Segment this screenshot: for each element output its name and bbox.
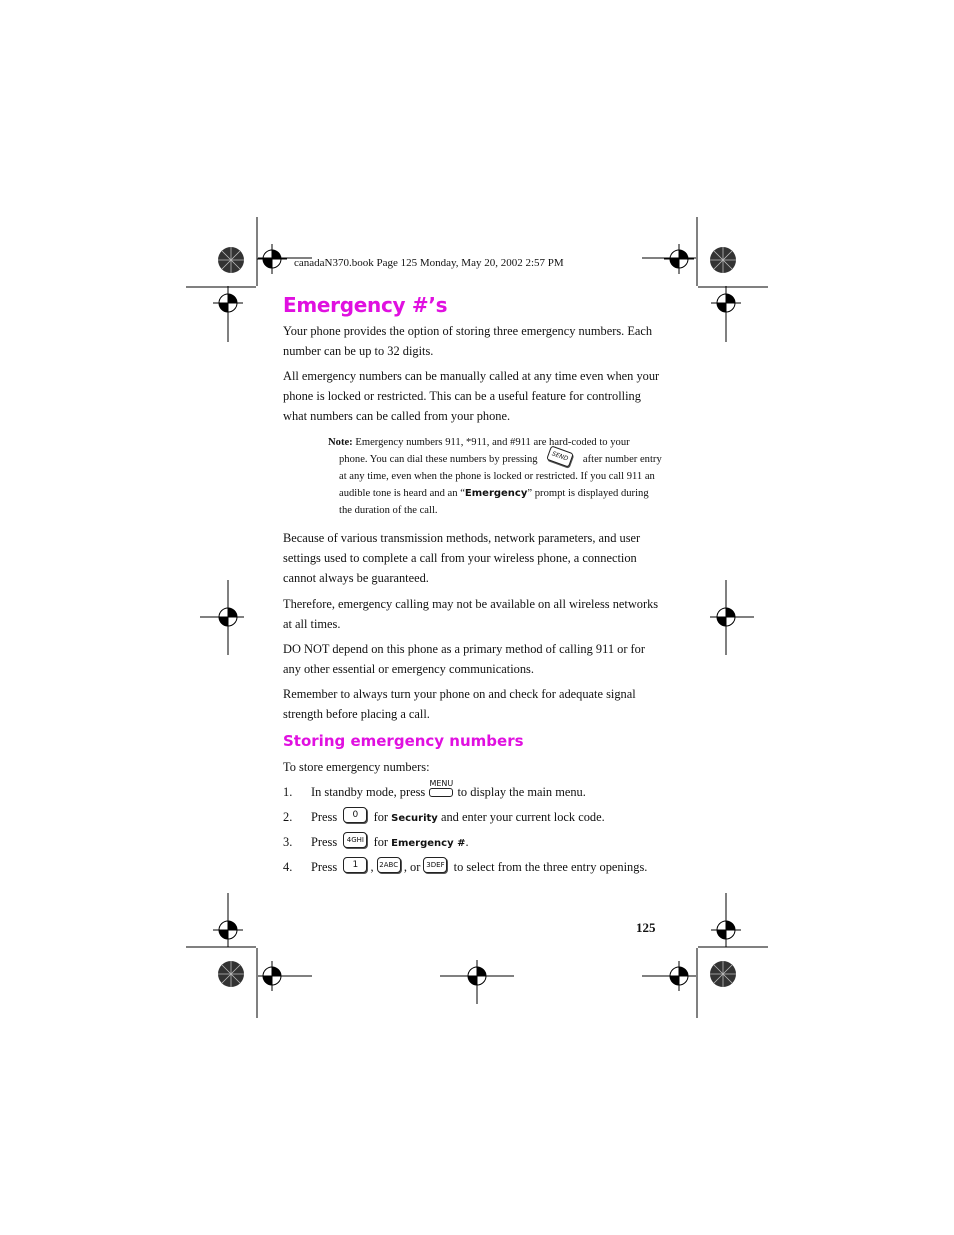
key-1-icon: 1 — [343, 857, 367, 873]
step-text: for — [373, 835, 389, 849]
note-label: Note: — [328, 437, 353, 448]
step-number: 3. — [283, 835, 293, 849]
note-line — [328, 451, 664, 468]
step-number: 1. — [283, 785, 293, 799]
step-text: and enter your current lock code. — [440, 810, 605, 824]
note-text: audible tone is heard and an “ — [339, 488, 465, 499]
note-block — [328, 434, 664, 519]
paragraph: Remember to always turn your phone on and check for adequate signal strength before placing a call. — [283, 687, 636, 722]
menu-option-label: Emergency # — [391, 838, 466, 849]
step-text: Press — [311, 810, 338, 824]
paragraph: All emergency numbers can be manually called at any time even when your phone is locked or restricted. This can be a useful feature for controlling what numbers can be called from your phone. — [283, 369, 660, 424]
emergency-prompt-text: Emergency — [464, 488, 528, 499]
step-text: to select from the three entry openings. — [453, 860, 648, 874]
key-2-icon: 2ABC — [377, 857, 401, 873]
steps-intro: To store emergency numbers: — [283, 760, 430, 774]
step-text: to display the main menu. — [457, 785, 586, 799]
note-line — [328, 434, 664, 451]
paragraph: Therefore, emergency calling may not be available on all wireless networks at all times. — [283, 597, 659, 632]
step-text: Press — [311, 835, 338, 849]
send-key-label: SEND — [546, 445, 574, 467]
step-text: , — [370, 860, 374, 874]
note-line — [328, 485, 664, 502]
paragraph: Your phone provides the option of storing three emergency numbers. Each number can be up to 32 digits. — [283, 324, 653, 359]
page-title: Emergency #’s — [283, 293, 448, 317]
note-text: Emergency numbers 911, *911, and #911 are hard-coded to your — [355, 437, 630, 448]
menu-key-icon — [428, 779, 454, 797]
key-3-icon: 3DEF — [423, 857, 447, 873]
step-number: 2. — [283, 810, 293, 824]
print-slug: canadaN370.book Page 125 Monday, May 20, 2002 2:57 PM — [294, 257, 564, 269]
note-text: phone. You can dial these numbers by pressing — [339, 454, 538, 465]
key-0-icon: 0 — [343, 807, 367, 823]
section-heading: Storing emergency numbers — [283, 732, 524, 750]
note-line: the duration of the call. — [339, 505, 438, 516]
note-text: after number entry — [582, 454, 662, 465]
menu-key-label: MENU — [429, 779, 454, 789]
page-number: 125 — [636, 920, 656, 935]
step-text: . — [465, 835, 469, 849]
step-text: for — [373, 810, 389, 824]
step-number: 4. — [283, 860, 293, 874]
menu-option-label: Security — [391, 813, 438, 824]
step-text: In standby mode, press — [311, 785, 426, 799]
note-text: ” prompt is displayed during — [527, 488, 649, 499]
note-line: at any time, even when the phone is locked or restricted. If you call 911 an — [339, 471, 655, 482]
paragraph: DO NOT depend on this phone as a primary method of calling 911 or for any other essential or emergency communications. — [283, 642, 646, 677]
step-text: , or — [403, 860, 421, 874]
key-4-icon: 4GHI — [343, 832, 367, 848]
step-text: Press — [311, 860, 338, 874]
send-key-icon — [540, 451, 580, 468]
paragraph: Because of various transmission methods, network parameters, and user settings used to complete a call from your wireless phone, a connection cannot always be guaranteed. — [283, 531, 641, 586]
